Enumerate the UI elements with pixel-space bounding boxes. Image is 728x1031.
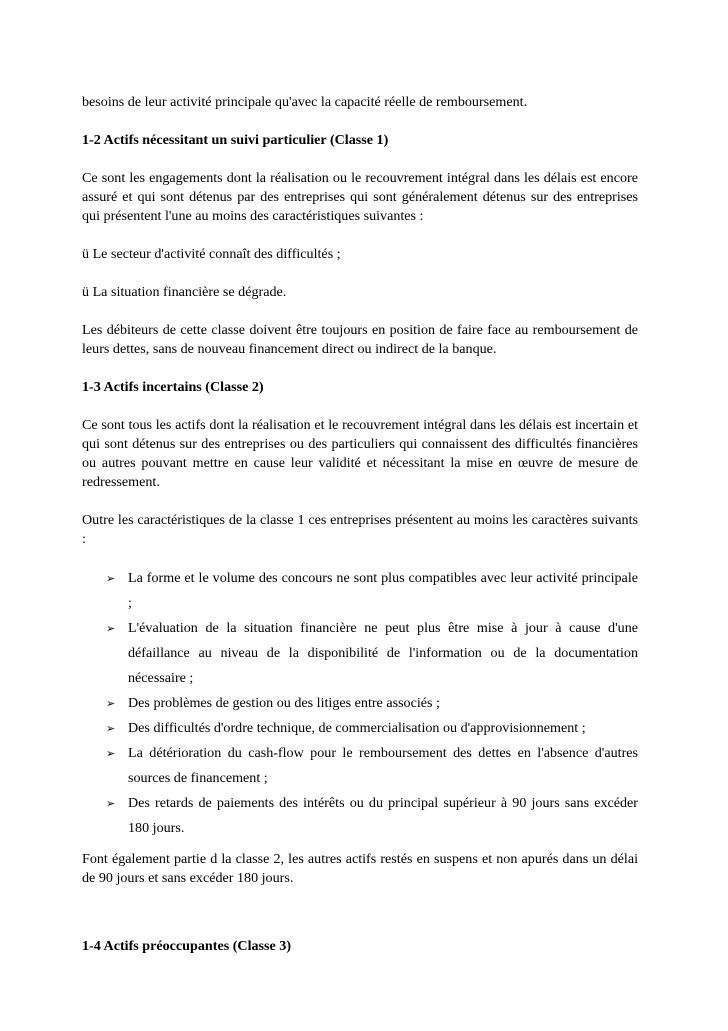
list-item-text: Des problèmes de gestion ou des litiges entre associés ; xyxy=(128,695,440,711)
list-item xyxy=(82,566,638,616)
paragraph-class2-definition: Ce sont tous les actifs dont la réalisation et le recouvrement intégral dans les délais est incertain et qui sont détenus sur des entreprises ou des particuliers qui connaissent des difficultés financières ou autres pouvant mettre en cause leur validité et nécessitant la mise en œuvre de mesure de redressement. xyxy=(82,417,638,490)
heading-1-4: 1-4 Actifs préoccupantes (Classe 3) xyxy=(82,938,292,954)
arrow-bullet-icon: ➢ xyxy=(106,747,116,760)
class2-characteristics-list xyxy=(82,566,638,841)
list-item xyxy=(82,716,638,741)
list-item-text: L'évaluation de la situation financière ne peut plus être mise à jour à cause d'une défaillance au niveau de la disponibilité de l'information ou de la documentation nécessaire ; xyxy=(128,620,638,686)
paragraph-class1-definition: Ce sont les engagements dont la réalisation ou le recouvrement intégral dans les délais est encore assuré et qui sont détenus par des entreprises qui sont généralement détenus sur des entreprises qui présentent l'une au moins des caractéristiques suivantes : xyxy=(82,170,638,224)
arrow-bullet-icon: ➢ xyxy=(106,722,116,735)
spacer xyxy=(82,888,638,937)
list-item xyxy=(82,741,638,791)
document-page xyxy=(82,93,638,956)
paragraph-class1-debtors: Les débiteurs de cette classe doivent être toujours en position de faire face au remboursement de leurs dettes, sans de nouveau financement direct ou indirect de la banque. xyxy=(82,322,638,357)
item-sector-difficulties: ü Le secteur d'activité connaît des difficultés ; xyxy=(82,246,341,262)
list-item-text: Des retards de paiements des intérêts ou du principal supérieur à 90 jours sans excéder 180 jours. xyxy=(128,795,638,836)
arrow-bullet-icon: ➢ xyxy=(106,622,116,635)
paragraph-class2-intro: Outre les caractéristiques de la classe 1 ces entreprises présentent au moins les caractères suivants : xyxy=(82,512,638,547)
arrow-bullet-icon: ➢ xyxy=(106,797,116,810)
list-item-text: La détérioration du cash-flow pour le remboursement des dettes en l'absence d'autres sources de financement ; xyxy=(128,745,638,786)
paragraph-continuation: besoins de leur activité principale qu'avec la capacité réelle de remboursement. xyxy=(82,94,528,110)
list-item xyxy=(82,616,638,691)
list-item-text: La forme et le volume des concours ne sont plus compatibles avec leur activité principale ; xyxy=(128,570,638,611)
heading-1-2: 1-2 Actifs nécessitant un suivi particulier (Classe 1) xyxy=(82,132,389,148)
paragraph-class2-other-assets: Font également partie d la classe 2, les autres actifs restés en suspens et non apurés dans un délai de 90 jours et sans excéder 180 jours. xyxy=(82,851,638,886)
list-item-text: Des difficultés d'ordre technique, de commercialisation ou d'approvisionnement ; xyxy=(128,720,586,736)
heading-1-3: 1-3 Actifs incertains (Classe 2) xyxy=(82,379,264,395)
list-item xyxy=(82,691,638,716)
arrow-bullet-icon: ➢ xyxy=(106,697,116,710)
list-item xyxy=(82,791,638,841)
arrow-bullet-icon: ➢ xyxy=(106,572,116,585)
item-financial-situation: ü La situation financière se dégrade. xyxy=(82,284,287,300)
